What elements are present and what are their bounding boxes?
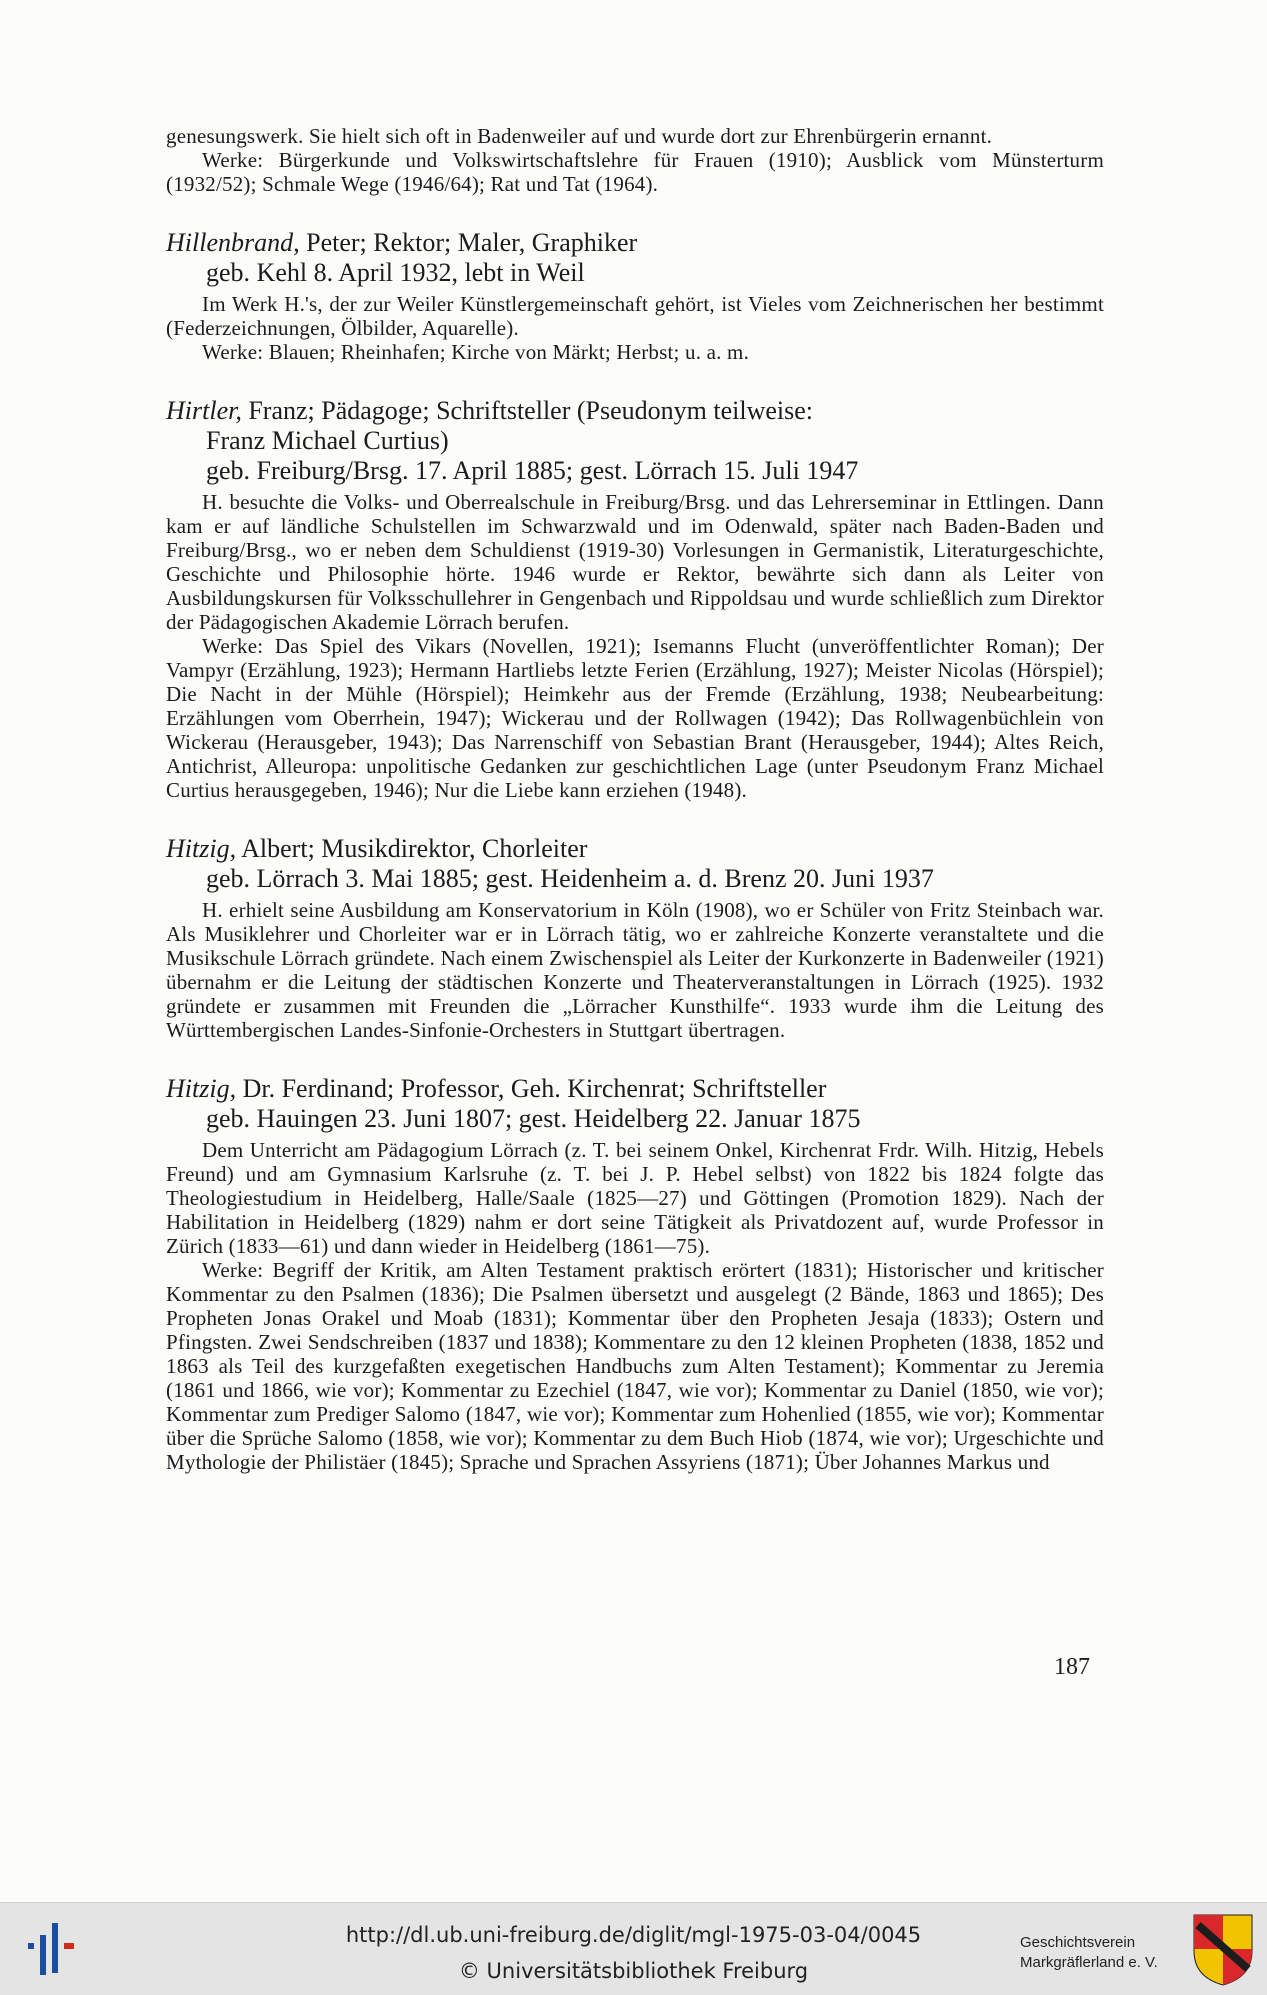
entry-dates: geb. Lörrach 3. Mai 1885; gest. Heidenheim a. d. Brenz 20. Juni 1937 xyxy=(206,864,934,893)
entry-paragraph: H. besuchte die Volks- und Oberrealschule in Freiburg/Brsg. und das Lehrerseminar in Ettlingen. Dann kam er auf ländliche Schulstellen im Schwarzwald und im Odenwald, später nach Baden-Baden und Freiburg/Brsg., wo er neben dem Schuldienst (1919-30) Vorlesungen in Germanistik, Literaturgeschichte, Geschichte und Philosophie hörte. 1946 wurde er Rektor, bewährte sich dann als Leiter von Ausbildungskursen für Volksschullehrer in Gengenbach und Rippoldsau und wurde schließlich zum Direktor der Pädagogischen Akademie Lörrach berufen. xyxy=(166,490,1104,634)
entry-title: Dr. Ferdinand; Professor, Geh. Kirchenrat; Schriftsteller xyxy=(236,1074,827,1103)
intro-works: Werke: Bürgerkunde und Volkswirtschaftslehre für Frauen (1910); Ausblick vom Münsterturm (1932/52); Schmale Wege (1946/64); Rat und Tat (1964). xyxy=(166,148,1104,196)
entry-heading xyxy=(166,228,1104,288)
entry-hillenbrand xyxy=(166,228,1104,364)
entry-paragraph: Im Werk H.'s, der zur Weiler Künstlergemeinschaft gehört, ist Vieles vom Zeichnerischen her bestimmt (Federzeichnungen, Ölbilder, Aquarelle). xyxy=(166,292,1104,340)
entry-paragraph: H. erhielt seine Ausbildung am Konservatorium in Köln (1908), wo er Schüler von Fritz Steinbach war. Als Musiklehrer und Chorleiter war er in Lörrach tätig, wo er zahlreiche Konzerte veranstaltete und die Musikschule Lörrach gründete. Nach einem Zwischenspiel als Leiter der Kurkonzerte in Badenweiler (1921) übernahm er die Leitung der städtischen Konzerte und Theaterveranstaltungen in Lörrach (1925). 1932 gründete er zusammen mit Freunden die „Lörracher Kunsthilfe“. 1933 wurde ihm die Leitung des Württembergischen Landes-Sinfonie-Orchesters in Stuttgart übertragen. xyxy=(166,898,1104,1042)
page-number: 187 xyxy=(1054,1654,1090,1680)
entry-heading xyxy=(166,396,1104,486)
entry-dates: geb. Freiburg/Brsg. 17. April 1885; gest. Lörrach 15. Juli 1947 xyxy=(206,456,859,485)
entry-works: Werke: Das Spiel des Vikars (Novellen, 1921); Isemanns Flucht (unveröffentlichter Roman); Der Vampyr (Erzählung, 1923); Hermann Hartliebs letzte Ferien (Erzählung, 1927); Meister Nicolas (Hörspiel); Die Nacht in der Mühle (Hörspiel); Heimkehr aus der Fremde (Erzählung, 1938; Neubearbeitung: Erzählungen vom Oberrhein, 1947); Wickerau und der Rollwagen (1942); Das Rollwagenbüchlein von Wickerau (Herausgeber, 1943); Das Narrenschiff von Sebastian Brant (Herausgeber, 1944); Altes Reich, Antichrist, Alleuropa: unpolitische Gedanken zur geschichtlichen Lage (unter Pseudonym Franz Michael Curtius herausgegeben, 1946); Nur die Liebe kann erziehen (1948). xyxy=(166,634,1104,802)
entry-works: Werke: Blauen; Rheinhafen; Kirche von Märkt; Herbst; u. a. m. xyxy=(202,340,750,364)
page-content xyxy=(166,124,1104,1474)
entry-title: Albert; Musikdirektor, Chorleiter xyxy=(236,834,588,863)
entry-works: Werke: Begriff der Kritik, am Alten Testament praktisch erörtert (1831); Historischer und kritischer Kommentar zu den Psalmen (1836); Die Psalmen übersetzt und ausgelegt (2 Bände, 1863 und 1865); Des Propheten Jonas Orakel und Moab (1831); Kommentar über den Propheten Jesaja (1833); Ostern und Pfingsten. Zwei Sendschreiben (1837 und 1838); Kommentare zu den 12 kleinen Propheten (1838, 1852 und 1863 als Teil des kurzgefaßten exegetischen Handbuchs zum Alten Testament); Kommentar zu Jeremia (1861 und 1866, wie vor); Kommentar zu Ezechiel (1847, wie vor); Kommentar zu Daniel (1850, wie vor); Kommentar zum Prediger Salomo (1847, wie vor); Kommentar zum Hohenlied (1855, wie vor); Kommentar über die Sprüche Salomo (1858, wie vor); Kommentar zu dem Buch Hiob (1874, wie vor); Urgeschichte und Mythologie der Philistäer (1845); Sprache und Sprachen Assyriens (1871); Über Johannes Markus und xyxy=(166,1258,1104,1474)
entry-title-continued: Franz Michael Curtius) xyxy=(206,426,449,455)
entry-name: Hirtler, xyxy=(166,396,242,425)
society-name-line1: Geschichtsverein xyxy=(1020,1934,1136,1951)
society-name xyxy=(1020,1933,1158,1973)
coat-of-arms-icon xyxy=(1190,1911,1256,1987)
entry-title: Franz; Pädagoge; Schriftsteller (Pseudonym teilweise: xyxy=(241,396,813,425)
entry-title: Peter; Rektor; Maler, Graphiker xyxy=(299,228,638,257)
society-name-line2: Markgräflerland e. V. xyxy=(1020,1954,1158,1971)
entry-name: Hitzig, xyxy=(166,834,237,863)
entry-paragraph: Dem Unterricht am Pädagogium Lörrach (z. T. bei seinem Onkel, Kirchenrat Frdr. Wilh. Hitzig, Hebels Freund) und am Gymnasium Karlsruhe (z. T. bei J. P. Hebel selbst) von 1822 bis 1824 folgte das Theologiestudium in Heidelberg, Halle/Saale (1825—27) und Göttingen (Promotion 1829). Nach der Habilitation in Heidelberg (1829) nahm er dort seine Tätigkeit als Privatdozent auf, wurde Professor in Zürich (1833—61) und dann wieder in Heidelberg (1861—75). xyxy=(166,1138,1104,1258)
entry-hitzig-ferdinand xyxy=(166,1074,1104,1474)
entry-heading xyxy=(166,1074,1104,1134)
entry-name: Hillenbrand, xyxy=(166,228,300,257)
entry-hitzig-albert xyxy=(166,834,1104,1042)
entry-dates: geb. Kehl 8. April 1932, lebt in Weil xyxy=(206,258,585,287)
copyright-text: © Universitätsbibliothek Freiburg xyxy=(458,1959,809,1983)
intro-paragraph: genesungswerk. Sie hielt sich oft in Badenweiler auf und wurde dort zur Ehrenbürgerin ernannt. xyxy=(166,124,993,148)
entry-hirtler xyxy=(166,396,1104,802)
entry-dates: geb. Hauingen 23. Juni 1807; gest. Heidelberg 22. Januar 1875 xyxy=(206,1104,861,1133)
viewer-footer xyxy=(0,1902,1267,1995)
entry-name: Hitzig, xyxy=(166,1074,237,1103)
entry-heading xyxy=(166,834,1104,894)
permalink-url[interactable]: http://dl.ub.uni-freiburg.de/diglit/mgl-1975-03-04/0045 xyxy=(345,1923,922,1947)
intro-continuation xyxy=(166,124,1104,196)
